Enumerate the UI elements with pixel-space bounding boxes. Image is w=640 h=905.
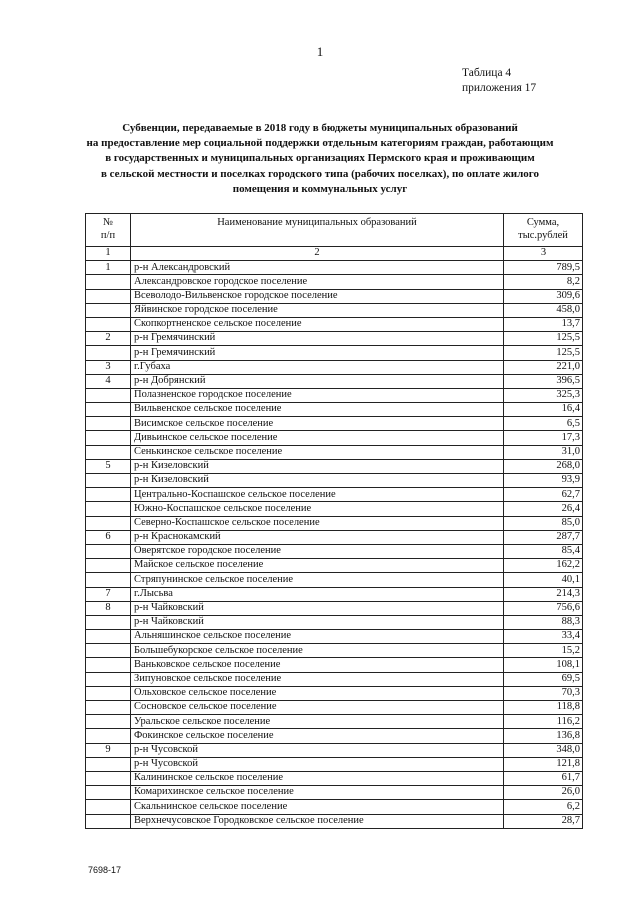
table-row [86, 474, 583, 488]
table-row [86, 502, 583, 516]
table-row [86, 757, 583, 771]
table-row [86, 658, 583, 672]
municipality-name: Висимское сельское поселение [131, 417, 504, 431]
table-row [86, 431, 583, 445]
table-row [86, 630, 583, 644]
municipality-name: Скопкортненское сельское поселение [131, 317, 504, 331]
subsidy-amount: 309,6 [504, 289, 583, 303]
title-line: в государственных и муниципальных организациях Пермского края и проживающим [105, 152, 535, 165]
municipality-name: Ваньковское сельское поселение [131, 658, 504, 672]
header-name: Наименование муниципальных образований [131, 214, 504, 247]
municipality-name: р-н Кизеловский [131, 474, 504, 488]
table-row [86, 701, 583, 715]
caption-appendix: приложения 17 [462, 82, 537, 94]
municipality-name: Стряпунинское сельское поселение [131, 573, 504, 587]
subsidy-amount: 162,2 [504, 559, 583, 573]
municipality-name: р-н Краснокамский [131, 530, 504, 544]
table-row [86, 388, 583, 402]
subsidy-amount: 8,2 [504, 275, 583, 289]
municipality-name: Уральское сельское поселение [131, 715, 504, 729]
subsidy-amount: 789,5 [504, 261, 583, 275]
row-number [86, 516, 131, 530]
row-number: 4 [86, 374, 131, 388]
subsidy-amount: 31,0 [504, 445, 583, 459]
table-row [86, 261, 583, 275]
row-number [86, 317, 131, 331]
table-row [86, 644, 583, 658]
table-row [86, 346, 583, 360]
municipality-name: Полазненское городское поселение [131, 388, 504, 402]
table-row [86, 686, 583, 700]
municipality-name: р-н Чайковский [131, 601, 504, 615]
row-number [86, 559, 131, 573]
page-number: 1 [316, 44, 324, 59]
table-row [86, 743, 583, 757]
subsidy-amount: 16,4 [504, 403, 583, 417]
table-row [86, 715, 583, 729]
document-code: 7698-17 [88, 865, 122, 875]
subsidy-amount: 6,5 [504, 417, 583, 431]
municipality-name: г.Губаха [131, 360, 504, 374]
table-row [86, 403, 583, 417]
row-number [86, 573, 131, 587]
table-row [86, 771, 583, 785]
table-row [86, 488, 583, 502]
subsidy-amount: 61,7 [504, 771, 583, 785]
subsidy-amount: 28,7 [504, 814, 583, 828]
row-number [86, 388, 131, 402]
municipality-name: г.Лысьва [131, 587, 504, 601]
row-number [86, 303, 131, 317]
row-number [86, 757, 131, 771]
row-number: 2 [86, 332, 131, 346]
row-number [86, 403, 131, 417]
subsidy-amount: 116,2 [504, 715, 583, 729]
subsidy-amount: 325,3 [504, 388, 583, 402]
municipality-name: Калининское сельское поселение [131, 771, 504, 785]
table-row [86, 786, 583, 800]
table-row [86, 573, 583, 587]
row-number: 8 [86, 601, 131, 615]
table-row [86, 332, 583, 346]
table-row [86, 445, 583, 459]
row-number [86, 701, 131, 715]
title-line: на предоставление мер социальной поддержки отдельным категориям граждан, работающим [86, 137, 554, 150]
subsidy-amount: 756,6 [504, 601, 583, 615]
title-line: Субвенции, передаваемые в 2018 году в бюджеты муниципальных образований [122, 122, 518, 134]
row-number [86, 672, 131, 686]
row-number [86, 658, 131, 672]
title-line: помещения и коммунальных услуг [232, 182, 408, 195]
municipality-name: Верхнечусовское Городковское сельское поселение [131, 814, 504, 828]
subsidy-amount: 108,1 [504, 658, 583, 672]
row-number: 5 [86, 459, 131, 473]
document-title [70, 121, 570, 197]
municipality-name: Южно-Коспашское сельское поселение [131, 502, 504, 516]
municipality-name: Сенькинское сельское поселение [131, 445, 504, 459]
subsidy-amount: 348,0 [504, 743, 583, 757]
row-number [86, 275, 131, 289]
table-caption [462, 66, 536, 96]
municipality-name: Яйвинское городское поселение [131, 303, 504, 317]
subsidy-amount: 136,8 [504, 729, 583, 743]
row-number [86, 615, 131, 629]
table-row [86, 360, 583, 374]
subsidy-amount: 70,3 [504, 686, 583, 700]
subsidy-amount: 125,5 [504, 332, 583, 346]
municipality-name: р-н Добрянский [131, 374, 504, 388]
table-row [86, 544, 583, 558]
table-row [86, 417, 583, 431]
municipality-name: Альняшинское сельское поселение [131, 630, 504, 644]
municipality-name: Зипуновское сельское поселение [131, 672, 504, 686]
row-number [86, 630, 131, 644]
subsidy-amount: 15,2 [504, 644, 583, 658]
row-number [86, 474, 131, 488]
municipality-name: Александровское городское поселение [131, 275, 504, 289]
table-row [86, 800, 583, 814]
municipality-name: Сосновское сельское поселение [131, 701, 504, 715]
municipality-name: Вильвенское сельское поселение [131, 403, 504, 417]
table-row [86, 530, 583, 544]
subsidy-amount: 125,5 [504, 346, 583, 360]
subsidy-amount: 85,0 [504, 516, 583, 530]
subsidy-amount: 93,9 [504, 474, 583, 488]
row-number [86, 715, 131, 729]
row-number: 1 [86, 261, 131, 275]
table-row [86, 615, 583, 629]
row-number [86, 771, 131, 785]
municipality-name: р-н Гремячинский [131, 332, 504, 346]
municipality-name: р-н Чусовской [131, 743, 504, 757]
municipality-name: Комарихинское сельское поселение [131, 786, 504, 800]
subsidy-amount: 26,4 [504, 502, 583, 516]
row-number [86, 814, 131, 828]
subsidy-amount: 214,3 [504, 587, 583, 601]
subsidy-amount: 287,7 [504, 530, 583, 544]
table-header-row [86, 214, 583, 247]
subsidy-amount: 40,1 [504, 573, 583, 587]
subsidy-amount: 26,0 [504, 786, 583, 800]
table-row [86, 559, 583, 573]
municipality-name: Оверятское городское поселение [131, 544, 504, 558]
table-row [86, 374, 583, 388]
subsidy-amount: 33,4 [504, 630, 583, 644]
subsidy-amount: 221,0 [504, 360, 583, 374]
subsidy-amount: 17,3 [504, 431, 583, 445]
row-number: 9 [86, 743, 131, 757]
row-number [86, 729, 131, 743]
subsidy-amount: 6,2 [504, 800, 583, 814]
row-number [86, 289, 131, 303]
municipality-name: р-н Чайковский [131, 615, 504, 629]
municipality-name: Центрально-Коспашское сельское поселение [131, 488, 504, 502]
subsidy-table [85, 213, 583, 829]
subsidy-amount: 268,0 [504, 459, 583, 473]
table-row [86, 587, 583, 601]
row-number [86, 686, 131, 700]
column-index: 3 [504, 247, 583, 261]
municipality-name: Всеволодо-Вильвенское городское поселение [131, 289, 504, 303]
municipality-name: р-н Чусовской [131, 757, 504, 771]
subsidy-amount: 13,7 [504, 317, 583, 331]
municipality-name: Майское сельское поселение [131, 559, 504, 573]
table-row [86, 303, 583, 317]
table-row [86, 672, 583, 686]
table-row [86, 516, 583, 530]
municipality-name: р-н Гремячинский [131, 346, 504, 360]
municipality-name: р-н Александровский [131, 261, 504, 275]
row-number [86, 431, 131, 445]
header-number: № п/п [86, 214, 131, 247]
row-number [86, 800, 131, 814]
column-index: 1 [86, 247, 131, 261]
municipality-name: р-н Кизеловский [131, 459, 504, 473]
table-row [86, 814, 583, 828]
row-number [86, 488, 131, 502]
row-number [86, 417, 131, 431]
table-row [86, 601, 583, 615]
subsidy-amount: 88,3 [504, 615, 583, 629]
row-number [86, 502, 131, 516]
caption-table-number: Таблица 4 [462, 67, 512, 79]
subsidy-amount: 121,8 [504, 757, 583, 771]
row-number: 3 [86, 360, 131, 374]
header-sum: Сумма, тыс.рублей [504, 214, 583, 247]
title-line: в сельской местности и поселках городского типа (рабочих поселках), по оплате жилого [100, 167, 540, 180]
subsidy-amount: 396,5 [504, 374, 583, 388]
row-number [86, 346, 131, 360]
table-row [86, 289, 583, 303]
row-number [86, 644, 131, 658]
municipality-name: Большебукорское сельское поселение [131, 644, 504, 658]
row-number: 7 [86, 587, 131, 601]
subsidy-amount: 85,4 [504, 544, 583, 558]
table-row [86, 317, 583, 331]
subsidy-amount: 118,8 [504, 701, 583, 715]
column-index-row [86, 247, 583, 261]
municipality-name: Скальнинское сельское поселение [131, 800, 504, 814]
row-number [86, 544, 131, 558]
row-number: 6 [86, 530, 131, 544]
table-row [86, 459, 583, 473]
table-row [86, 729, 583, 743]
municipality-name: Ольховское сельское поселение [131, 686, 504, 700]
table-row [86, 275, 583, 289]
subsidy-amount: 458,0 [504, 303, 583, 317]
subsidy-amount: 69,5 [504, 672, 583, 686]
subsidy-amount: 62,7 [504, 488, 583, 502]
municipality-name: Дивьинское сельское поселение [131, 431, 504, 445]
municipality-name: Фокинское сельское поселение [131, 729, 504, 743]
row-number [86, 445, 131, 459]
municipality-name: Северно-Коспашское сельское поселение [131, 516, 504, 530]
column-index: 2 [131, 247, 504, 261]
row-number [86, 786, 131, 800]
